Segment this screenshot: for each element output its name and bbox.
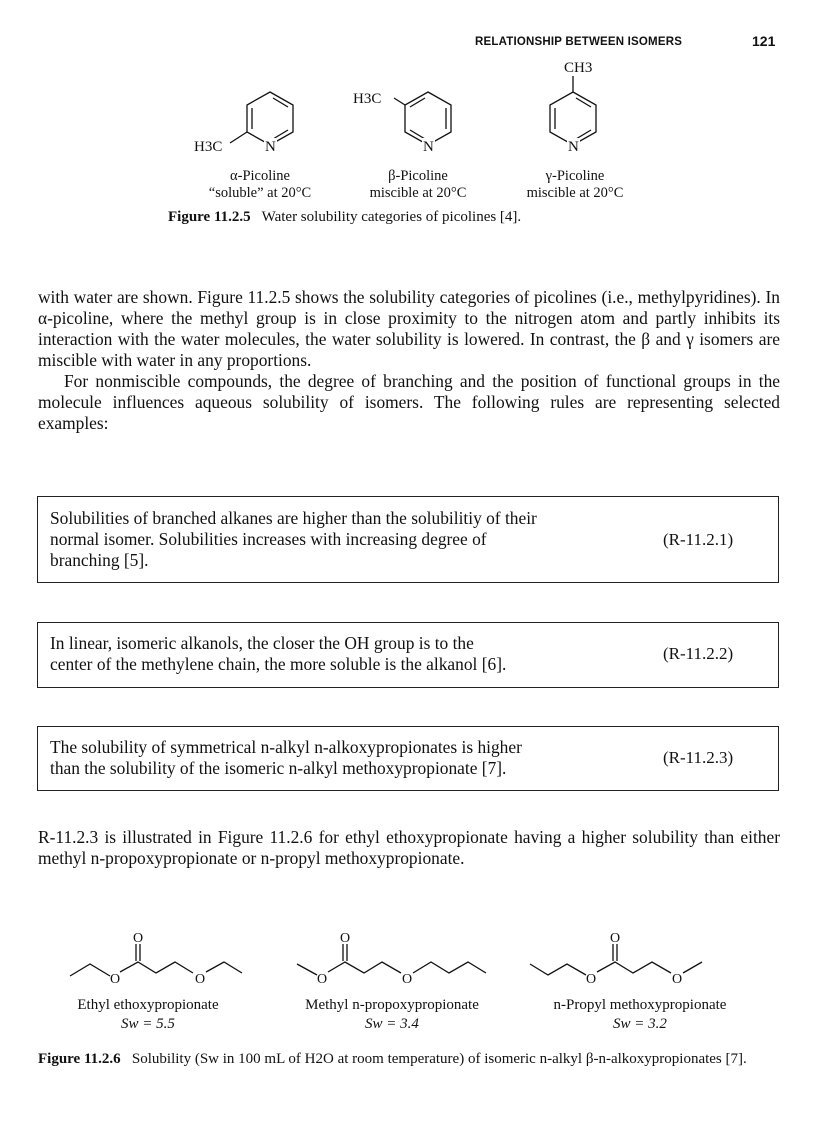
methyl-propoxypropionate-caption [272, 996, 512, 1034]
rule-box-3 [37, 726, 779, 791]
page-number: 121 [752, 33, 776, 49]
running-header: RELATIONSHIP BETWEEN ISOMERS [475, 36, 683, 48]
paragraph: R-11.2.3 is illustrated in Figure 11.2.6 for ethyl ethoxypropionate having a higher solubility than either methyl n-propoxypropionate or n-propyl methoxypropionate. [38, 827, 780, 868]
rule-line: The solubility of symmetrical n-alkyl n-alkoxypropionates is higher [50, 737, 522, 757]
rule-box-2 [37, 622, 779, 688]
rule-line: center of the methylene chain, the more soluble is the alkanol [6]. [50, 654, 507, 674]
paragraph: For nonmiscible compounds, the degree of branching and the position of functional groups in the molecule influences aqueous solubility of isomers. The following rules are representing selected examples: [38, 371, 780, 433]
gamma-methyl-label: CH3 [564, 60, 593, 76]
compound-name: Methyl n-propoxypropionate [305, 997, 479, 1013]
rule-reference: (R-11.2.3) [663, 748, 734, 767]
rule-line: Solubilities of branched alkanes are higher than the solubilitiy of their [50, 508, 537, 528]
solubility-value: Sw = 5.5 [121, 1016, 175, 1032]
propyl-methoxypropionate-caption [520, 996, 760, 1034]
compound-name: β-Picoline [388, 168, 448, 184]
solubility-value: Sw = 3.2 [613, 1016, 667, 1032]
gamma-nitrogen-label: N [568, 139, 579, 155]
compound-name: n-Propyl methoxypropionate [553, 997, 727, 1013]
body-text-block [38, 287, 780, 434]
rule-line: normal isomer. Solubilities increases with increasing degree of [50, 529, 487, 549]
alpha-methyl-label: H3C [194, 139, 223, 155]
alpha-picoline-structure [230, 92, 293, 145]
ester-oxygen-label: O [317, 972, 328, 987]
propionate-structures [60, 928, 760, 988]
compound-name: Ethyl ethoxypropionate [77, 997, 219, 1013]
rule-line: branching [5]. [50, 550, 149, 570]
ether-oxygen-label: O [672, 972, 683, 987]
body-text-block-2 [38, 827, 780, 869]
carbonyl-oxygen-label: O [133, 931, 144, 946]
paragraph: with water are shown. Figure 11.2.5 shows the solubility categories of picolines (i.e., methylpyridines). In α-picoline, where the methyl group is in close proximity to the nitrogen atom and partly inhibits its interaction with the water molecules, the water solubility is lowered. In contrast, the β and γ isomers are miscible with water in any proportions. [38, 287, 780, 370]
caption-label: Figure 11.2.6 [38, 1051, 121, 1067]
beta-picoline-caption [338, 168, 498, 202]
ester-oxygen-label: O [586, 972, 597, 987]
caption-text: Solubility (Sw in 100 mL of H2O at room temperature) of isomeric n-alkyl β-n-alkoxypropionates [7]. [131, 1051, 747, 1067]
ethyl-ethoxypropionate-structure [70, 944, 242, 976]
ethyl-ethoxypropionate-caption [48, 996, 248, 1034]
alpha-nitrogen-label: N [265, 139, 276, 155]
beta-methyl-label: H3C [353, 91, 382, 107]
rule-line: In linear, isomeric alkanols, the closer the OH group is to the [50, 633, 474, 653]
gamma-picoline-caption [500, 168, 650, 202]
compound-note: “soluble” at 20°C [208, 185, 312, 201]
alpha-picoline-caption [180, 168, 340, 202]
compound-name: γ-Picoline [545, 168, 605, 184]
rule-reference: (R-11.2.2) [663, 644, 734, 663]
rule-reference: (R-11.2.1) [663, 530, 734, 549]
ester-oxygen-label: O [110, 972, 121, 987]
ether-oxygen-label: O [402, 972, 413, 987]
figure-11-2-6-caption [38, 1050, 778, 1069]
caption-text: Water solubility categories of picolines [4]. [261, 209, 522, 225]
compound-note: miscible at 20°C [526, 185, 624, 201]
propyl-methoxypropionate-structure [530, 944, 702, 975]
rule-box-1 [37, 496, 779, 583]
solubility-value: Sw = 3.4 [365, 1016, 419, 1032]
carbonyl-oxygen-label: O [610, 931, 621, 946]
beta-picoline-structure [394, 92, 451, 145]
carbonyl-oxygen-label: O [340, 931, 351, 946]
ether-oxygen-label: O [195, 972, 206, 987]
compound-note: miscible at 20°C [369, 185, 467, 201]
methyl-propoxypropionate-structure [297, 944, 486, 975]
figure-11-2-5-caption [168, 209, 521, 226]
rule-line: than the solubility of the isomeric n-alkyl methoxypropionate [7]. [50, 758, 507, 778]
picoline-structures [180, 58, 640, 170]
gamma-picoline-structure [550, 76, 596, 145]
caption-label: Figure 11.2.5 [168, 209, 251, 225]
compound-name: α-Picoline [230, 168, 290, 184]
beta-nitrogen-label: N [423, 139, 434, 155]
